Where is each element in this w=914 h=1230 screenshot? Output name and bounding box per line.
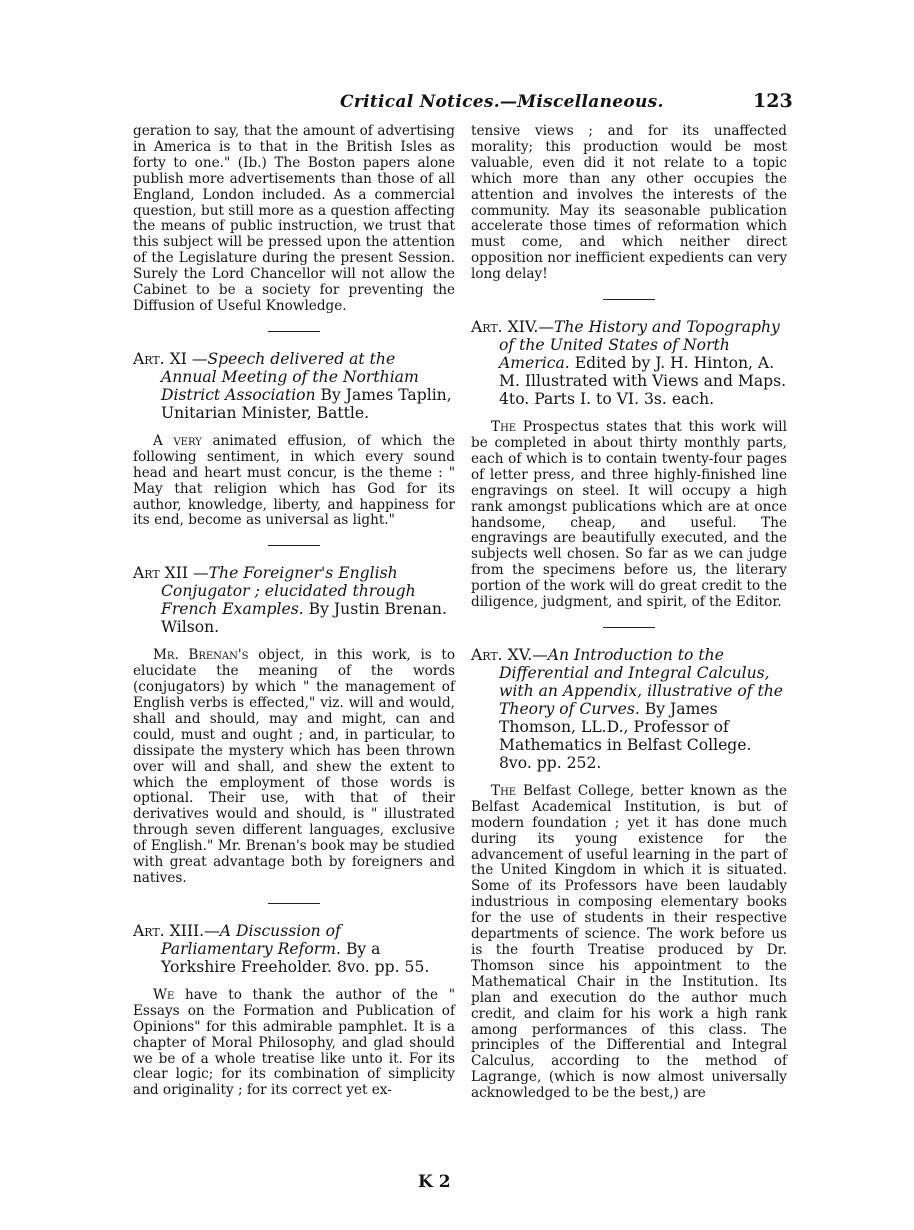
article-title: Speech delivered at the Annual Meeting of the Northiam District Association	[161, 349, 419, 404]
article-lead: We	[153, 986, 175, 1003]
article-label: Art. XI	[133, 349, 187, 368]
article-lead: The	[491, 782, 517, 799]
section-divider	[603, 299, 655, 300]
article-body-xiii	[133, 988, 455, 1099]
article-text: object, in this work, is to elucidate the meaning of the words (conjugators) by which " the management of English verbs is effected," viz. will and would, shall and should, may and might, can and could, must and ought ; and, in particular, to dissipate the mystery which has been thrown over will and shall, and shew the extent to which the employment of those words is optional. Their use, with that of their derivatives would and should, is " illustrated through seven different languages, exclusive of English." Mr. Brenan's book may be studied with great advantage both by foreigners and natives.	[133, 647, 456, 886]
article-heading-xiii: Art. XIII.—A Discussion of Parliamentary Reform. By a Yorkshire Freeholder. 8vo. pp. 55.	[133, 921, 430, 976]
article-byline: By James Thomson, LL.D., Professor of Mathematics in Belfast College. 8vo. pp. 252.	[499, 699, 752, 772]
left-column	[133, 124, 455, 1099]
article-byline: By a Yorkshire Freeholder. 8vo. pp. 55.	[161, 939, 430, 976]
section-divider	[268, 903, 320, 904]
article-label: Art. XIV.	[471, 318, 539, 337]
page-number: 123	[753, 90, 793, 112]
article-lead: Mr. Brenan's	[153, 647, 249, 664]
continuation-text-right: tensive views ; and for its unaffected morality; this production would be most valuable, even did it not relate to a topic which more than any other occupies the attention and involves the interests of the community. May its seasonable publication accelerate those times of reformation which must come, and which neither direct opposition nor inefficient expedients can very long delay!	[471, 123, 787, 283]
article-body-xii	[133, 648, 455, 887]
article-lead: The	[491, 419, 517, 436]
article-body-xi	[133, 434, 455, 529]
article-heading-xii: Art XII —The Foreigner's English Conjugator ; elucidated through French Examples. By Justin Brenan. Wilson.	[133, 564, 447, 637]
signature-mark: K 2	[418, 1172, 451, 1192]
running-head: Critical Notices.—Miscellaneous.	[340, 92, 664, 112]
article-label: Art. XV.	[471, 645, 533, 664]
article-text: Prospectus states that this work will be completed in about thirty monthly parts, each of which is to contain twenty-four pages of letter press, and three highly-finished line engravings on steel. It will occupy a high rank amongst publications which are at once handsome, cheap, and useful. The engravings are beautifully executed, and the subjects well chosen. So far as we can judge from the specimens before us, the literary portion of the work will do great credit to the diligence, judgment, and spirit, of the Editor.	[471, 419, 787, 611]
right-column	[471, 124, 787, 1102]
article-text: animated effusion, of which the following sentiment, in which every sound head and heart must concur, is the theme : " May that religion which has God for its author, knowledge, liberty, and happiness for its end, become as universal as light."	[133, 432, 455, 529]
article-heading-xv: Art. XV.—An Introduction to the Differential and Integral Calculus, with an Appendix, illustrative of the Theory of Curves. By James Thomson, LL.D., Professor of Mathematics in Belfast College. 8vo. pp. 252.	[471, 645, 783, 772]
article-byline: Edited by J. H. Hinton, A. M. Illustrated with Views and Maps. 4to. Parts I. to VI. 3s. each.	[499, 354, 787, 409]
section-divider	[603, 627, 655, 628]
section-divider	[268, 545, 320, 546]
article-label: Art XII	[133, 564, 189, 583]
continuation-text-left: geration to say, that the amount of advertising in America is to that in the British Isles as forty to one." (Ib.) The Boston papers alone publish more advertisements than those of all England, London included. As a commercial question, but still more as a question affecting the means of public instruction, we trust that this subject will be pressed upon the attention of the Legislature during the present Session. Surely the Lord Chancellor will not allow the Cabinet to be a society for preventing the Diffusion of Useful Knowledge.	[133, 123, 455, 314]
article-text: Belfast College, better known as the Belfast Academical Institution, is but of modern foundation ; yet it has done much during its young existence for the advancement of useful learning in the part of the United Kingdom in which it is situated. Some of its Professors have been laudably industrious in composing elementary books for the use of students in their respective departments of science. The work before us is the fourth Treatise produced by Dr. Thomson since his appointment to the Mathematical Chair in the Institution. Its plan and execution do the author much credit, and claim for his work a high rank among performances of this class. The principles of the Differential and Integral Calculus, according to the method of Lagrange, (which is now almost universally acknowledged to be the best,) are	[471, 782, 787, 1102]
article-byline: By Justin Brenan. Wilson.	[161, 600, 447, 637]
article-text: have to thank the author of the " Essays on the Formation and Publication of Opinions" for this admirable pamphlet. It is a chapter of Moral Philosophy, and glad should we be of a whole treatise like unto it. For its clear logic; for its combination of simplicity and originality ; for its correct yet ex-	[133, 986, 456, 1099]
article-heading-xi: Art. XI —Speech delivered at the Annual Meeting of the Northiam District Association By James Taplin, Unitarian Minister, Battle.	[133, 349, 452, 422]
article-body-xiv	[471, 420, 787, 611]
article-title: The History and Topography of the United States of North America.	[499, 318, 780, 373]
article-byline: By James Taplin, Unitarian Minister, Battle.	[161, 385, 452, 422]
article-title: An Introduction to the Differential and Integral Calculus, with an Appendix, illustrative of the Theory of Curves.	[499, 645, 783, 718]
article-title: The Foreigner's English Conjugator ; elucidated through French Examples.	[161, 564, 416, 619]
article-title: A Discussion of Parliamentary Reform.	[161, 921, 341, 958]
section-divider	[268, 331, 320, 332]
article-heading-xiv: Art. XIV.—The History and Topography of the United States of North America. Edited by J. H. Hinton, A. M. Illustrated with Views and Maps. 4to. Parts I. to VI. 3s. each.	[471, 318, 787, 409]
article-body-xv	[471, 784, 787, 1102]
article-lead: A very	[153, 432, 202, 449]
article-label: Art. XIII.	[133, 921, 205, 940]
